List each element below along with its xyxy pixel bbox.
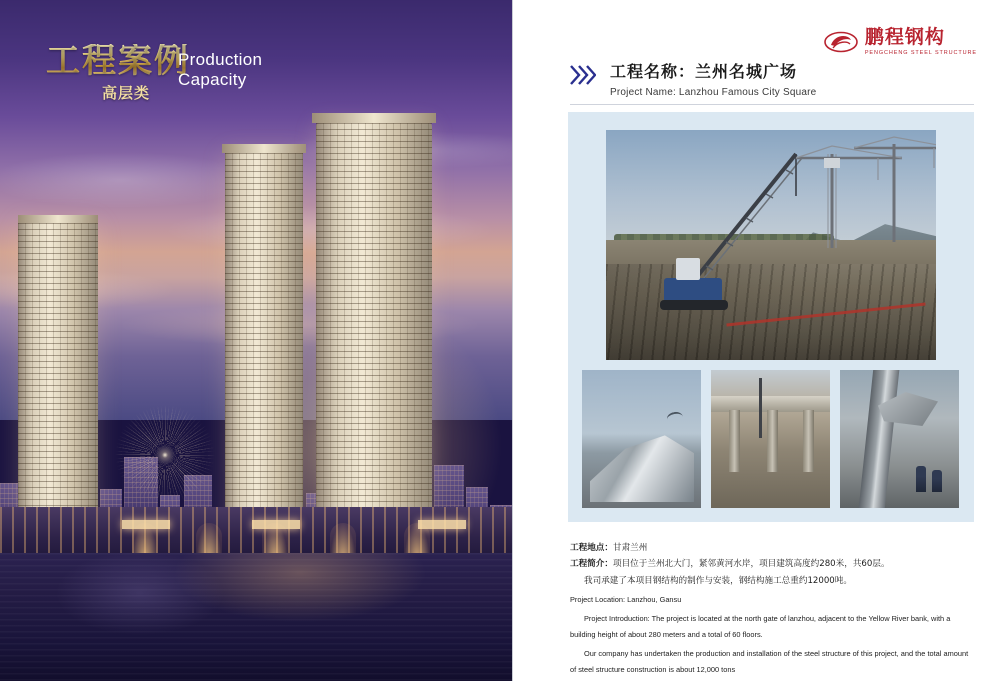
page-divider (512, 0, 513, 681)
caption-location-label-cn: 工程地点： (570, 543, 613, 553)
steel-column-shape (767, 410, 778, 472)
caption-location-value-cn: 甘肃兰州 (612, 543, 648, 553)
thumbnail-photo-1 (582, 370, 701, 508)
right-content-page (512, 0, 1005, 681)
company-logo (824, 28, 977, 56)
caption-intro-value-cn: 项目位于兰州北大门，紧邻黄河水岸，项目建筑高度约280米，共60层。 (612, 559, 890, 570)
left-title-en (178, 50, 262, 90)
water-highlights (0, 553, 512, 681)
tower-left-cap (18, 215, 98, 223)
double-chevron-right-icon (570, 64, 596, 91)
caption-location-cn (570, 540, 976, 556)
podium-signage (252, 520, 300, 529)
project-name-en: Project Name: Lanzhou Famous City Square (610, 87, 817, 99)
worker-figure (932, 470, 942, 492)
caption-location-en: Project Location: Lanzhou, Gansu (570, 594, 682, 604)
project-name-cn: 工程名称：兰州名城广场 (610, 62, 798, 81)
steel-beam-shape (590, 428, 694, 502)
logo-name-cn: 鹏程钢构 (864, 26, 945, 48)
header-divider (570, 104, 974, 105)
tower-middle-cap (222, 144, 306, 153)
hero-photo (606, 130, 936, 360)
thumbnail-row (582, 370, 960, 508)
project-caption (570, 540, 976, 678)
thumbnail-photo-3 (840, 370, 959, 508)
logo-name-en: PENGCHENG STEEL STRUCTURE (864, 50, 977, 56)
left-title-block (46, 41, 346, 103)
steel-pipe-shape (858, 370, 900, 508)
thumbnail-photo-2 (711, 370, 830, 508)
caption-intro-en-2: Our company has undertaken the production and installation of the steel structure of this project, and the total amount of steel structure construction is about 12,000 tons (570, 648, 969, 674)
tower-right (316, 123, 432, 553)
podium-signage (418, 520, 466, 529)
caption-intro-label-cn: 工程简介： (570, 559, 613, 570)
project-header (570, 62, 816, 98)
caption-intro-en-1: Project Introduction: The project is located at the north gate of lanzhou, adjacent to the Yellow River bank, with a building height of about 280 meters and a total of 60 floors. (570, 613, 951, 639)
firework-burst (110, 400, 220, 510)
caption-intro-cn-2: 我司承建了本项目钢结构的制作与安装，钢结构施工总重约12000吨。 (584, 575, 852, 586)
bird-icon (666, 411, 684, 426)
left-title-cn: 工程案例 (46, 41, 190, 81)
left-title-en-line1: Production (178, 50, 263, 69)
worker-figure (916, 466, 926, 492)
steel-column-shape (803, 410, 814, 472)
logo-text-block (865, 28, 977, 56)
steel-column-shape (729, 410, 740, 472)
tower-crane-icon (838, 134, 936, 244)
left-title-en-line2: Capacity (178, 70, 247, 89)
tower-right-cap (312, 113, 436, 123)
pengcheng-mark-icon (824, 29, 858, 55)
caption-intro-cn (570, 556, 976, 572)
image-gallery (568, 112, 974, 522)
podium-signage (122, 520, 170, 529)
crane-hook-line (759, 378, 762, 438)
tower-middle (225, 153, 303, 553)
left-subtitle-cn: 高层类 (102, 84, 151, 102)
tower-left (18, 223, 98, 553)
project-title-block (610, 62, 816, 98)
